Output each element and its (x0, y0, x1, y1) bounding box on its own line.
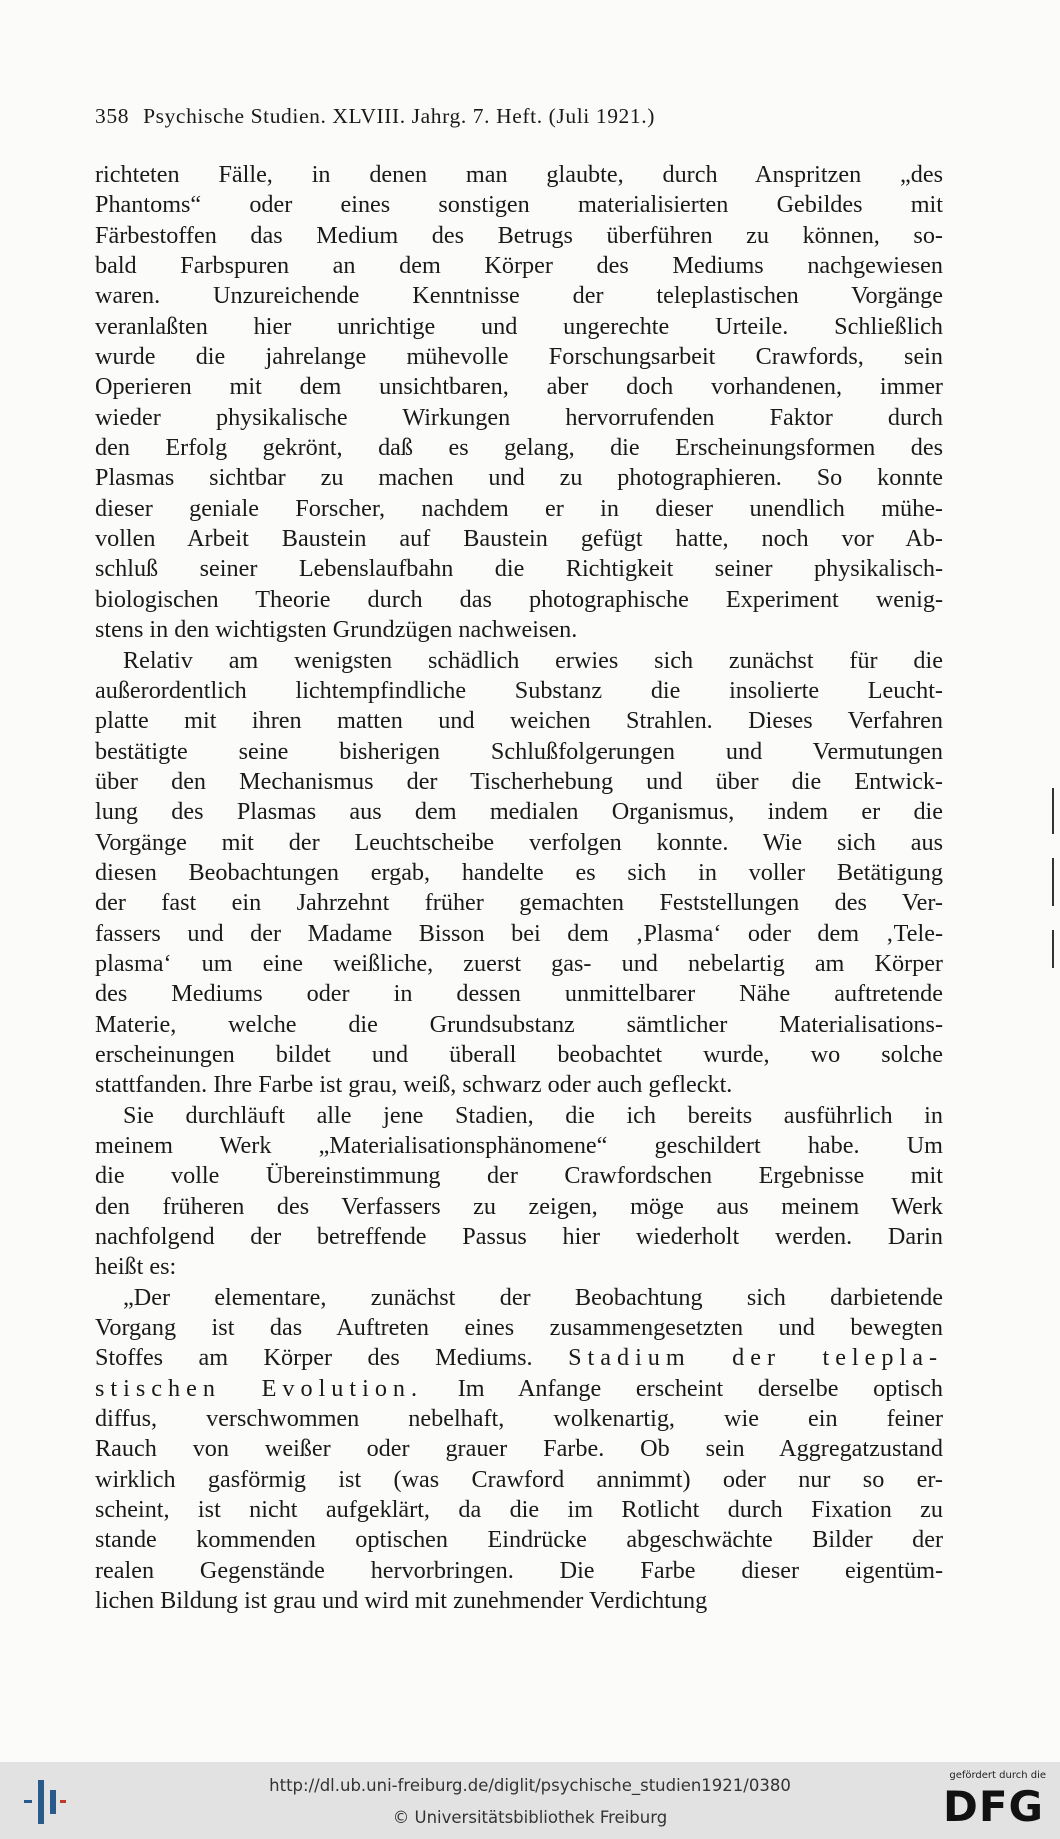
margin-mark (1052, 858, 1054, 906)
paragraph (95, 1101, 943, 1283)
text-line: Plasmas sichtbar zu machen und zu photographieren. So konnte (95, 464, 943, 492)
paragraph (95, 646, 943, 1101)
paragraph (95, 160, 943, 646)
text-line: des Mediums oder in dessen unmittelbarer Nähe auftretende (95, 980, 943, 1008)
text-line: stens in den wichtigsten Grundzügen nachweisen. (95, 616, 578, 644)
text-line: veranlaßten hier unrichtige und ungerechte Urteile. Schließlich (95, 312, 943, 340)
text-line: Materie, welche die Grundsubstanz sämtlicher Materialisations- (95, 1010, 943, 1038)
text-line: den früheren des Verfassers zu zeigen, möge aus meinem Werk (95, 1192, 943, 1220)
page-number: 358 (95, 104, 130, 128)
margin-mark (1052, 930, 1054, 968)
text-line: diffus, verschwommen nebelhaft, wolkenartig, wie ein feiner (95, 1405, 943, 1433)
dfg-caption: gefördert durch die (949, 1770, 1046, 1781)
text-line: realen Gegenstände hervorbringen. Die Farbe dieser eigentüm- (95, 1556, 943, 1584)
text-line: fassers und der Madame Bisson bei dem ‚Plasma‘ oder dem ‚Tele- (95, 919, 943, 947)
text-line: erscheinungen bildet und überall beobachtet wurde, wo solche (95, 1040, 943, 1068)
text-line: wirklich gasförmig ist (was Crawford annimmt) oder nur so er- (95, 1465, 943, 1493)
text-line: den Erfolg gekrönt, daß es gelang, die Erscheinungsformen des (95, 434, 943, 462)
text-line: bestätigte seine bisherigen Schlußfolgerungen und Vermutungen (95, 737, 943, 765)
copyright-notice: © Universitätsbibliothek Freiburg (392, 1808, 668, 1827)
text-line: Stoffes am Körper des Mediums. Stadium der telepla- (95, 1344, 943, 1372)
margin-mark (1052, 788, 1054, 834)
text-line: wurde die jahrelange mühevolle Forschungsarbeit Crawfords, sein (95, 343, 943, 371)
text-line: dieser geniale Forscher, nachdem er in dieser unendlich mühe- (95, 494, 943, 522)
text-line: biologischen Theorie durch das photographische Experiment wenig- (95, 585, 943, 613)
text-line: wieder physikalische Wirkungen hervorrufenden Faktor durch (95, 403, 943, 431)
text-line: meinem Werk „Materialisationsphänomene“ geschildert habe. Um (95, 1132, 943, 1159)
text-line: die volle Übereinstimmung der Crawfordschen Ergebnisse mit (95, 1162, 943, 1190)
text-line: platte mit ihren matten und weichen Strahlen. Dieses Verfahren (95, 707, 943, 735)
text-line: bald Farbspuren an dem Körper des Mediums nachgewiesen (95, 252, 943, 280)
text-line: Vorgänge mit der Leuchtscheibe verfolgen konnte. Wie sich aus (95, 828, 943, 856)
source-url-link[interactable]: http://dl.ub.uni-freiburg.de/diglit/psychische_studien1921/0380 (269, 1776, 791, 1795)
text-line: lichen Bildung ist grau und wird mit zunehmender Verdichtung (95, 1587, 708, 1615)
running-head (95, 104, 895, 129)
text-line: richteten Fälle, in denen man glaubte, durch Anspritzen „des (95, 161, 943, 188)
text-line: Operieren mit dem unsichtbaren, aber doch vorhandenen, immer (95, 373, 943, 401)
dfg-logo: DFG (942, 1782, 1044, 1831)
footer-bar (0, 1762, 1060, 1839)
text-line: Relativ am wenigsten schädlich erwies sich zunächst für die (123, 646, 943, 674)
text-line: Färbestoffen das Medium des Betrugs überführen zu können, so- (95, 221, 943, 249)
text-line: schluß seiner Lebenslaufbahn die Richtigkeit seiner physikalisch- (95, 555, 943, 583)
text-line: Rauch von weißer oder grauer Farbe. Ob sein Aggregatzustand (95, 1435, 943, 1463)
text-line: plasma‘ um eine weißliche, zuerst gas- und nebelartig am Körper (95, 949, 943, 977)
running-head-title: Psychische Studien. XLVIII. Jahrg. 7. Heft. (Juli 1921.) (143, 104, 655, 128)
text-line: vollen Arbeit Baustein auf Baustein gefügt hatte, noch vor Ab- (95, 525, 943, 553)
text-line: über den Mechanismus der Tischerhebung und über die Entwick- (95, 767, 943, 795)
text-line: der fast ein Jahrzehnt früher gemachten Feststellungen des Ver- (95, 889, 943, 917)
text-line: stande kommenden optischen Eindrücke abgeschwächte Bilder der (95, 1526, 943, 1554)
text-line: diesen Beobachtungen ergab, handelte es sich in voller Betätigung (95, 858, 943, 886)
text-line: lung des Plasmas aus dem medialen Organismus, indem er die (95, 798, 943, 826)
text-line: außerordentlich lichtempfindliche Substanz die insolierte Leucht- (95, 676, 943, 704)
text-line: waren. Unzureichende Kenntnisse der teleplastischen Vorgänge (95, 282, 943, 310)
text-line: heißt es: (95, 1253, 177, 1281)
paragraph (95, 1283, 943, 1617)
text-line: „Der elementare, zunächst der Beobachtung sich darbietende (123, 1283, 943, 1311)
text-line: scheint, ist nicht aufgeklärt, da die im Rotlicht durch Fixation zu (95, 1496, 943, 1524)
text-line: stattfanden. Ihre Farbe ist grau, weiß, schwarz oder auch gefleckt. (95, 1071, 733, 1099)
text-line: Sie durchläuft alle jene Stadien, die ich bereits ausführlich in (123, 1101, 943, 1129)
text-line: Vorgang ist das Auftreten eines zusammengesetzten und bewegten (95, 1314, 943, 1342)
body-text (95, 160, 943, 1617)
text-line: stischen Evolution. Im Anfange erscheint derselbe optisch (95, 1374, 944, 1402)
text-line: Phantoms“ oder eines sonstigen materialisierten Gebildes mit (95, 191, 943, 219)
text-line: nachfolgend der betreffende Passus hier wiederholt werden. Darin (95, 1223, 943, 1251)
